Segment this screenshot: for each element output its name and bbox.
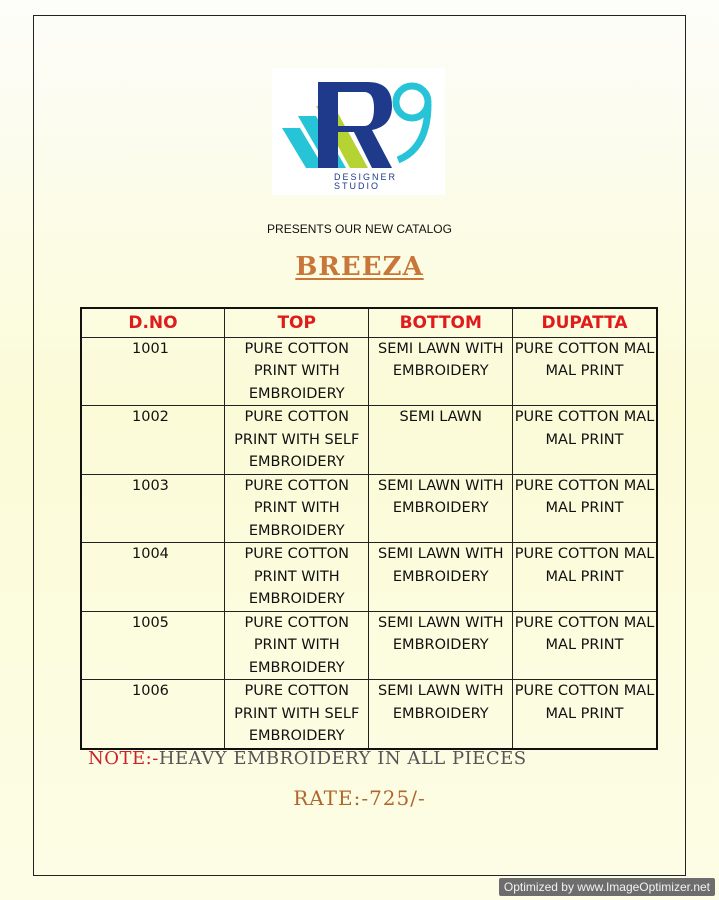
cell-dno: 1002 xyxy=(81,406,224,475)
cell-dupatta: PURE COTTON MAL MAL PRINT xyxy=(513,680,657,749)
catalog-title xyxy=(0,252,719,282)
cell-dno: 1001 xyxy=(81,337,224,406)
table-header-row xyxy=(81,308,657,337)
cell-dupatta: PURE COTTON MAL MAL PRINT xyxy=(513,337,657,406)
cell-bottom: SEMI LAWN WITH EMBROIDERY xyxy=(369,474,513,543)
table-row xyxy=(81,337,657,406)
presents-text: PRESENTS OUR NEW CATALOG xyxy=(267,222,452,236)
cell-top: PURE COTTON PRINT WITH SELF EMBROIDERY xyxy=(224,680,369,749)
cell-bottom: SEMI LAWN WITH EMBROIDERY xyxy=(369,337,513,406)
catalog-title-text: BREEZA xyxy=(295,252,424,282)
header-dupatta: DUPATTA xyxy=(513,308,657,337)
cell-top: PURE COTTON PRINT WITH EMBROIDERY xyxy=(224,543,369,612)
table-row xyxy=(81,611,657,680)
cell-top: PURE COTTON PRINT WITH EMBROIDERY xyxy=(224,611,369,680)
logo-tagline-2: STUDIO xyxy=(334,181,381,191)
logo-tagline-1: DESIGNER xyxy=(334,172,398,182)
table-row xyxy=(81,474,657,543)
note-body: HEAVY EMBROIDERY IN ALL PIECES xyxy=(158,748,527,769)
watermark-badge: Optimized by www.ImageOptimizer.net xyxy=(499,878,715,896)
header-dno: D.NO xyxy=(81,308,224,337)
header-top: TOP xyxy=(224,308,369,337)
note-text xyxy=(88,748,527,769)
cell-dno: 1003 xyxy=(81,474,224,543)
rate-text: RATE:-725/- xyxy=(293,786,426,810)
cell-dupatta: PURE COTTON MAL MAL PRINT xyxy=(513,406,657,475)
cell-dno: 1004 xyxy=(81,543,224,612)
cell-bottom: SEMI LAWN WITH EMBROIDERY xyxy=(369,611,513,680)
cell-bottom: SEMI LAWN WITH EMBROIDERY xyxy=(369,680,513,749)
cell-dupatta: PURE COTTON MAL MAL PRINT xyxy=(513,611,657,680)
cell-top: PURE COTTON PRINT WITH SELF EMBROIDERY xyxy=(224,406,369,475)
table-row xyxy=(81,543,657,612)
cell-dno: 1005 xyxy=(81,611,224,680)
cell-top: PURE COTTON PRINT WITH EMBROIDERY xyxy=(224,337,369,406)
cell-bottom: SEMI LAWN xyxy=(369,406,513,475)
brand-logo xyxy=(272,68,445,195)
cell-dno: 1006 xyxy=(81,680,224,749)
table-row xyxy=(81,406,657,475)
header-bottom: BOTTOM xyxy=(369,308,513,337)
cell-dupatta: PURE COTTON MAL MAL PRINT xyxy=(513,474,657,543)
cell-dupatta: PURE COTTON MAL MAL PRINT xyxy=(513,543,657,612)
cell-bottom: SEMI LAWN WITH EMBROIDERY xyxy=(369,543,513,612)
catalog-table xyxy=(80,307,658,750)
cell-top: PURE COTTON PRINT WITH EMBROIDERY xyxy=(224,474,369,543)
table-row xyxy=(81,680,657,749)
note-label: NOTE:- xyxy=(88,748,159,769)
